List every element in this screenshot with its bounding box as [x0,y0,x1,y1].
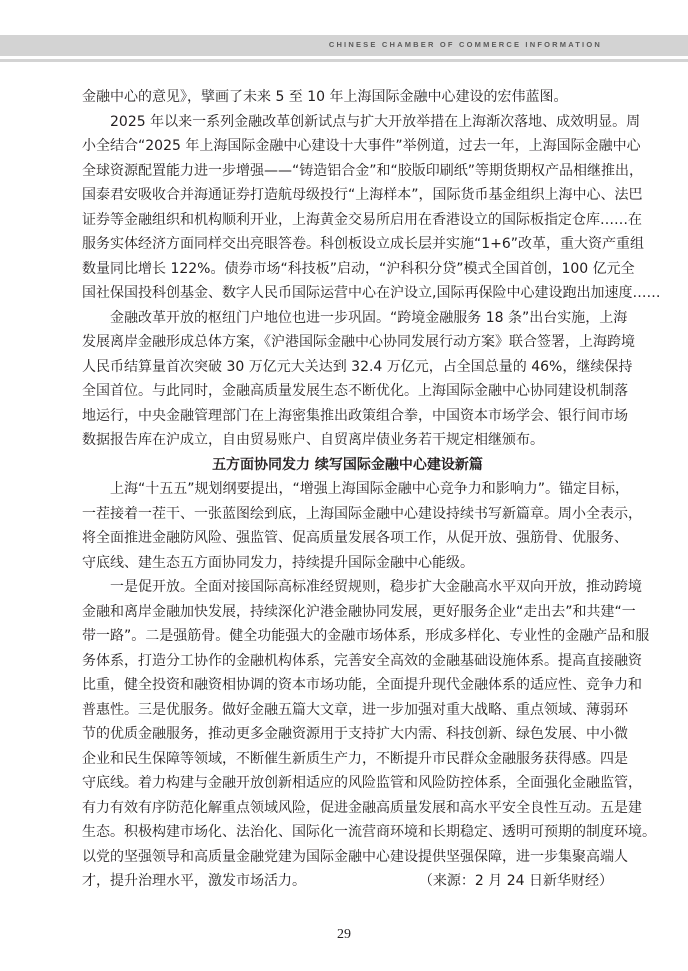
text-line: 金融改革开放的枢纽门户地位也进一步巩固。“跨境金融服务 18 条”出台实施，上海 [110,309,628,326]
text-line: 地运行，中央金融管理部门在上海密集推出政策组合拳，中国资本市场学会、银行间市场 [82,407,628,424]
text-line: 国社保国投科创基金、数字人民币国际运营中心在沪设立,国际再保险中心建设跑出加速度…… [82,285,661,301]
text-line: 全球资源配置能力进一步增强——“铸造铝合金”和“胶版印刷纸”等期货期权产品相继推出， [82,162,644,179]
text-line: 带一路”。二是强筋骨。健全功能强大的金融市场体系，形成多样化、专业性的金融产品和服 [82,628,650,644]
text-line: 普惠性。三是优服务。做好金融五篇大文章，进一步加强对重大战略、重点领域、薄弱环 [82,701,628,718]
text-line: 金融和离岸金融加快发展，持续深化沪港金融协同发展，更好服务企业“走出去”和共建“一 [82,603,636,620]
text-line: 守底线、建生态五方面协同发力，持续提升国际金融中心能级。 [82,554,474,571]
text-line: 服务实体经济方面同样交出亮眼答卷。科创板设立成长层并实施“1+6”改革，重大资产重组 [82,236,645,252]
text-line: 数据报告库在沪成立，自由贸易账户、自贸离岸债业务若干规定相继颁布。 [82,432,544,448]
text-line: 以党的坚强领导和高质量金融党建为国际金融中心建设提供坚强保障，进一步集聚高端人 [82,848,628,865]
section-heading: 五方面协同发力 续写国际金融中心建设新篇 [212,456,483,473]
text-line: 生态。积极构建市场化、法治化、国际化一流营商环境和长期稳定、透明可预期的制度环境。 [82,824,656,840]
text-line: 数量同比增长 122%。债券市场“科技板”启动，“沪科积分贷”模式全国首创，100 亿元全 [82,260,635,277]
text-line: 2025 年以来一系列金融改革创新试点与扩大开放举措在上海渐次落地、成效明显。周 [110,113,641,130]
text-line: 守底线。着力构建与金融开放创新相适应的风险监管和风险防控体系，全面强化金融监管， [82,775,642,791]
text-line [82,869,613,894]
text-line: 金融中心的意见》，擘画了未来 5 至 10 年上海国际金融中心建设的宏伟蓝图。 [82,89,568,105]
text-line: 一茬接着一茬干、一张蓝图绘到底，上海国际金融中心建设持续书写新篇章。周小全表示， [82,505,642,522]
text-line: 务体系，打造分工协作的金融机构体系，完善安全高效的金融基础设施体系。提高直接融资 [82,652,642,669]
text-line: 全国首位。与此同时，金融高质量发展生态不断优化。上海国际金融中心协同建设机制落 [82,383,628,399]
text-line-content: 才，提升治理水平，激发市场活力。 [82,873,306,889]
article-body [82,85,661,894]
text-line: 发展离岸金融形成总体方案，《沪港国际金融中心协同发展行动方案》联合签署，上海跨境 [82,334,635,350]
header-divider [0,59,688,62]
text-line: 比重，健全投资和融资相协调的资本市场功能，全面提升现代金融体系的适应性、竞争力和 [82,677,642,693]
text-line: 节的优质金融服务，推动更多金融资源用于支持扩大内需、科技创新、绿色发展、中小微 [82,726,628,742]
text-line: 有力有效有序防范化解重点领域风险，促进金融高质量发展和高水平安全良性互动。五是建 [82,799,642,816]
text-line: 企业和民生保障等领域，不断催生新质生产力，不断提升市民群众金融服务获得感。四是 [82,750,628,767]
page-number: 29 [337,927,351,942]
source-attribution: （来源：2 月 24 日新华财经） [418,873,613,889]
text-line: 国泰君安吸收合并海通证券打造航母级投行“上海样本”，国际货币基金组织上海中心、法巴 [82,187,643,203]
text-line: 将全面推进金融防风险、强监管、促高质量发展各项工作，从促开放、强筋骨、优服务、 [82,530,628,546]
text-line: 人民币结算量首次突破 30 万亿元大关达到 32.4 万亿元，占全国总量的 46%，继续保持 [82,358,633,375]
text-line: 一是促开放。全面对接国际高标准经贸规则，稳步扩大金融高水平双向开放，推动跨境 [110,579,642,595]
publication-name: CHINESE CHAMBER OF COMMERCE INFORMATION [328,40,602,49]
text-line: 上海“十五五”规划纲要提出，“增强上海国际金融中心竞争力和影响力”。锚定目标， [110,481,630,497]
text-line: 证券等金融组织和机构顺利开业，上海黄金交易所启用在香港设立的国际板指定仓库……在 [82,211,642,228]
text-line: 小全结合“2025 年上海国际金融中心建设十大事件”举例道，过去一年，上海国际金融中心 [82,138,641,154]
